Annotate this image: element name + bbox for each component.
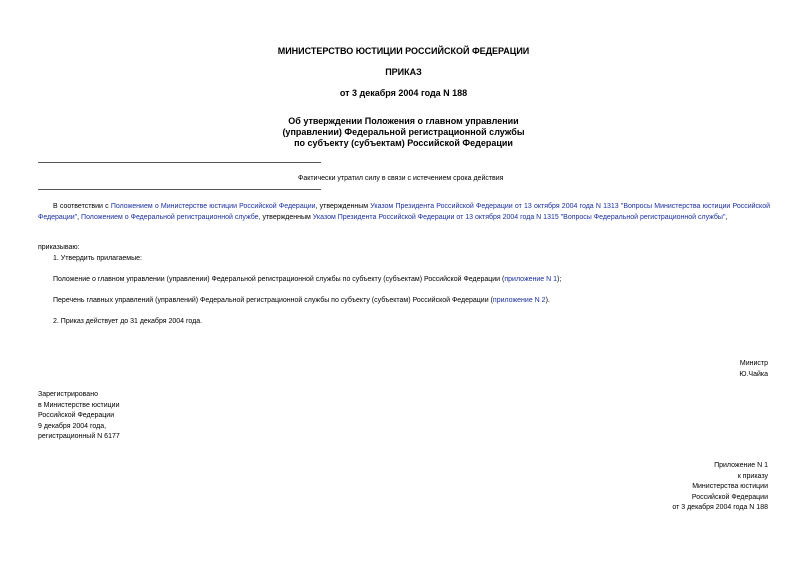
link-appendix-1[interactable]: приложение N 1 — [504, 276, 558, 283]
preamble-text: , утвержденным — [258, 213, 313, 221]
regulation-text-end: ); — [557, 276, 562, 283]
signature-name: Ю.Чайка — [739, 370, 768, 378]
title-line-3: по субъекту (субъектам) Российской Федерации — [294, 138, 513, 148]
ministry-heading: МИНИСТЕРСТВО ЮСТИЦИИ РОССИЙСКОЙ ФЕДЕРАЦИИ — [277, 46, 530, 56]
item-2: 2. Приказ действует до 31 декабря 2004 года. — [53, 318, 203, 325]
link-registration-service-regulation[interactable]: Положением о Федеральной регистрационной службе — [81, 213, 259, 221]
divider-top — [38, 162, 321, 163]
preamble-text: , — [725, 213, 728, 221]
list-line — [53, 297, 550, 304]
appendix-line-1: Приложение N 1 — [714, 462, 768, 469]
registration-line-3: Российской Федерации — [38, 412, 115, 420]
registration-line-1: Зарегистрировано — [38, 391, 98, 398]
preamble-text: , — [77, 213, 82, 221]
link-ministry-regulation[interactable]: Положением о Министерстве юстиции Российской Федерации — [110, 203, 316, 210]
title-line-2: (управлении) Федеральной регистрационной службы — [282, 127, 525, 137]
status-note: Фактически утратил силу в связи с истечением срока действия — [298, 175, 504, 182]
preamble-text: , утвержденным — [315, 203, 371, 210]
registration-line-5: регистрационный N 6177 — [38, 433, 120, 441]
link-appendix-2[interactable]: приложение N 2 — [492, 297, 546, 304]
link-decree-1313[interactable]: Указом Президента Российской Федерации от 13 октября 2004 года N 1313 "Вопросы Министерства юстиции Российской Федерации" — [38, 203, 771, 221]
list-text: Перечень главных управлений (управлений) Федеральной регистрационной службы по субъекту (субъектам) Российской Федерации ( — [53, 297, 493, 304]
link-decree-1315[interactable]: Указом Президента Российской Федерации от 13 октября 2004 года N 1315 "Вопросы Федеральной регистрационной службы" — [312, 213, 726, 221]
regulation-line — [53, 276, 561, 283]
registration-block — [38, 390, 120, 443]
item-1: 1. Утвердить прилагаемые: — [53, 255, 142, 262]
list-text-end: ). — [545, 297, 550, 304]
appendix-line-5: от 3 декабря 2004 года N 188 — [672, 504, 768, 512]
signature-position: Министр — [739, 360, 768, 367]
appendix-line-4: Российской Федерации — [691, 493, 768, 501]
signature-block — [739, 359, 768, 380]
doc-date-number: от 3 декабря 2004 года N 188 — [339, 88, 468, 98]
registration-line-4: 9 декабря 2004 года, — [38, 422, 107, 430]
preamble-paragraph — [38, 202, 770, 223]
regulation-text: Положение о главном управлении (управлении) Федеральной регистрационной службы по субъекту (субъектам) Российской Федерации ( — [53, 276, 505, 283]
order-word: приказываю: — [38, 244, 80, 251]
title-line-1: Об утверждении Положения о главном управлении — [288, 116, 519, 126]
preamble-text: В соответствии с — [53, 203, 111, 210]
doc-type-heading: ПРИКАЗ — [385, 67, 422, 77]
appendix-line-3: Министерства юстиции — [692, 483, 768, 491]
divider-bottom — [38, 189, 321, 190]
appendix-line-2: к приказу — [737, 472, 768, 480]
appendix-header — [672, 461, 768, 514]
registration-line-2: в Министерстве юстиции — [38, 401, 120, 409]
